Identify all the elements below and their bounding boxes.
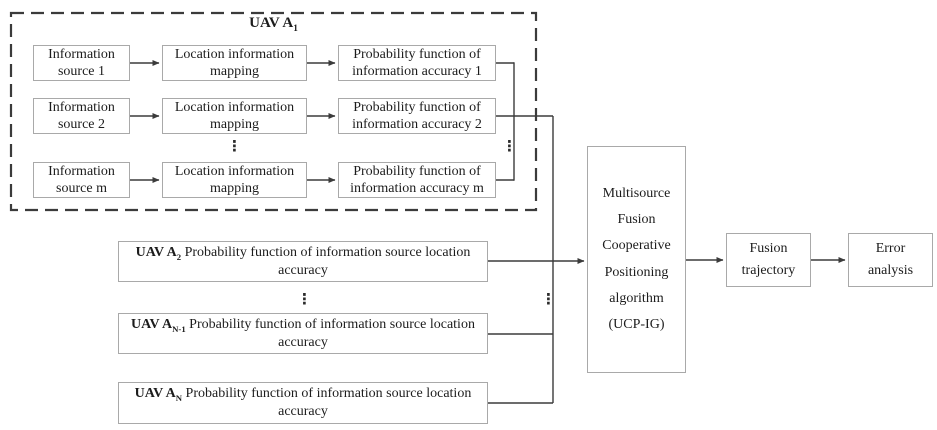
uav2-text: Probability function of information source location accuracy (184, 245, 471, 279)
probability-accuracy-1-box (338, 45, 496, 81)
uav1-group-title (11, 15, 536, 32)
probability-accuracy-2-line1: Probability function of (353, 99, 481, 115)
probability-accuracy-m-line1: Probability function of (353, 163, 481, 179)
probability-accuracy-1-line1: Probability function of (353, 46, 481, 62)
location-mapping-1-line1: Location information (174, 46, 295, 62)
location-mapping-m-line1: Location information (174, 163, 295, 179)
info-source-m-box (33, 162, 130, 198)
uav-n1-subscript: N-1 (172, 323, 186, 334)
info-source-2-box (33, 98, 130, 134)
info-source-1-box (33, 45, 130, 81)
uav-n-subscript: N (175, 392, 183, 403)
fusion-line6: (UCP-IG) (608, 317, 665, 333)
uav1-mapping-ellipsis: ⋮ (227, 137, 242, 155)
info-source-1-line1: Information (48, 46, 115, 62)
probability-accuracy-1-line2: information accuracy 1 (352, 64, 482, 79)
location-mapping-m-box (162, 162, 307, 198)
location-mapping-1-box (162, 45, 307, 81)
uav-n-text: Probability function of information source location accuracy (185, 386, 472, 420)
uav2-subscript: 2 (176, 251, 182, 262)
fusion-line1: Multisource (602, 185, 671, 201)
location-mapping-m-line2: mapping (210, 181, 259, 196)
error-line2: analysis (867, 263, 914, 278)
fusion-line5: algorithm (609, 290, 664, 306)
location-mapping-2-line1: Location information (174, 99, 295, 115)
probability-accuracy-m-line2: information accuracy m (350, 181, 484, 196)
collector-ellipsis: ⋮ (541, 290, 556, 308)
probability-accuracy-2-line2: information accuracy 2 (352, 117, 482, 132)
trajectory-line2: trajectory (741, 263, 796, 278)
trajectory-line1: Fusion (749, 240, 788, 256)
location-mapping-2-line2: mapping (210, 117, 259, 132)
info-source-m-line1: Information (48, 163, 115, 179)
location-mapping-2-box (162, 98, 307, 134)
info-source-2-line1: Information (48, 99, 115, 115)
uav-list-ellipsis: ⋮ (297, 290, 312, 308)
uav2-label: UAV A (135, 245, 177, 260)
probability-accuracy-m-box (338, 162, 496, 198)
fusion-line3: Cooperative (602, 238, 671, 254)
fusion-algorithm-box (587, 146, 686, 373)
uav1-probability-ellipsis: ⋮ (502, 137, 517, 155)
probability-accuracy-2-box (338, 98, 496, 134)
uav-n1-box (118, 313, 488, 354)
fusion-line2: Fusion (617, 211, 656, 227)
location-mapping-1-line2: mapping (210, 64, 259, 79)
uav1-title-text: UAV A (249, 15, 294, 31)
info-source-2-line2: source 2 (57, 117, 106, 132)
fusion-line4: Positioning (604, 264, 669, 280)
uav-n1-text: Probability function of information source location accuracy (189, 317, 475, 351)
uav-n-box (118, 382, 488, 424)
uav-n-label: UAV A (134, 386, 176, 401)
uav1-title-subscript: 1 (293, 24, 298, 34)
fusion-trajectory-box (726, 233, 811, 287)
uav2-box (118, 241, 488, 282)
error-line1: Error (875, 240, 906, 256)
info-source-m-line2: source m (56, 181, 107, 196)
info-source-1-line2: source 1 (57, 64, 106, 79)
uav-n1-label: UAV A (131, 317, 173, 332)
error-analysis-box (848, 233, 933, 287)
